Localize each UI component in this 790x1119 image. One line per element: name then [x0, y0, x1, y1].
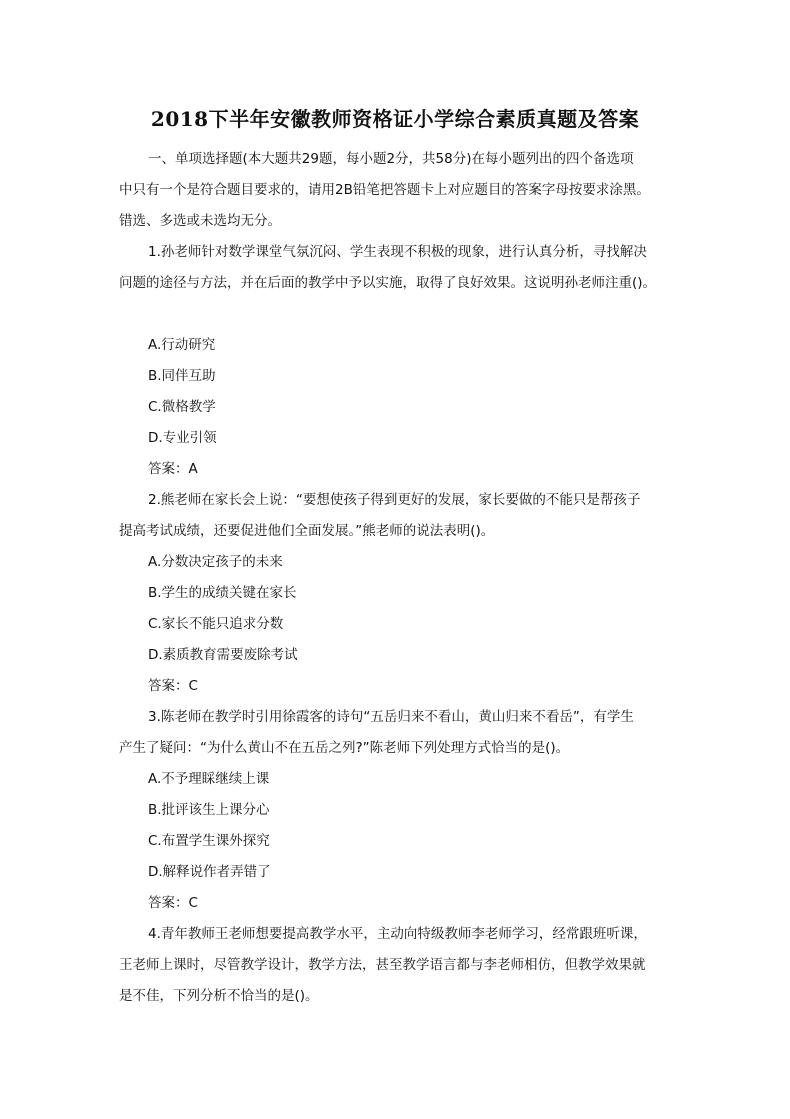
intro-line-2: 中只有一个是符合题目要求的，请用2B铅笔把答题卡上对应题目的答案字母按要求涂黑。 — [119, 182, 650, 198]
question-3-option-a: A.不予理睬继续上课 — [148, 771, 270, 787]
intro-line-1: 一、单项选择题(本大题共29题，每小题2分，共58分)在每小题列出的四个备选项 — [148, 151, 634, 167]
question-1-stem-line-1: 1.孙老师针对数学课堂气氛沉闷、学生表现不积极的现象，进行认真分析，寻找解决 — [148, 244, 647, 260]
question-2-answer: 答案：C — [148, 678, 198, 694]
question-2-option-c: C.家长不能只追求分数 — [148, 616, 284, 632]
question-4-stem-line-2: 王老师上课时，尽管教学设计，教学方法，甚至教学语言都与李老师相仿，但教学效果就 — [119, 957, 646, 973]
question-2-stem-line-2: 提高考试成绩，还要促进他们全面发展。”熊老师的说法表明()。 — [119, 523, 495, 539]
question-1-option-c: C.微格教学 — [148, 399, 216, 415]
question-1-option-d: D.专业引领 — [148, 430, 217, 446]
question-3-option-b: B.批评该生上课分心 — [148, 802, 270, 818]
question-3-answer: 答案：C — [148, 895, 198, 911]
question-2-option-d: D.素质教育需要废除考试 — [148, 647, 298, 663]
question-4-stem-line-3: 是不佳，下列分析不恰当的是()。 — [119, 988, 319, 1004]
question-1-option-b: B.同伴互助 — [148, 368, 216, 384]
intro-line-3: 错选、多选或未选均无分。 — [119, 213, 281, 229]
question-1-option-a: A.行动研究 — [148, 337, 216, 353]
question-3-stem-line-1: 3.陈老师在教学时引用徐霞客的诗句“五岳归来不看山，黄山归来不看岳”，有学生 — [148, 709, 634, 725]
question-2-stem-line-1: 2.熊老师在家长会上说：“要想使孩子得到更好的发展，家长要做的不能只是帮孩子 — [148, 492, 641, 508]
question-4-stem-line-1: 4.青年教师王老师想要提高教学水平，主动向特级教师李老师学习，经常跟班听课， — [148, 926, 647, 942]
question-2-option-a: A.分数决定孩子的未来 — [148, 554, 283, 570]
question-1-stem-line-2: 问题的途径与方法，并在后面的教学中予以实施，取得了良好效果。这说明孙老师注重()。 — [119, 275, 657, 291]
question-2-option-b: B.学生的成绩关键在家长 — [148, 585, 297, 601]
question-3-option-d: D.解释说作者弄错了 — [148, 864, 271, 880]
question-3-option-c: C.布置学生课外探究 — [148, 833, 270, 849]
page-title: 2018下半年安徽教师资格证小学综合素质真题及答案 — [150, 107, 640, 131]
question-1-answer: 答案：A — [148, 461, 198, 477]
question-3-stem-line-2: 产生了疑问：“为什么黄山不在五岳之列?”陈老师下列处理方式恰当的是()。 — [119, 740, 570, 756]
